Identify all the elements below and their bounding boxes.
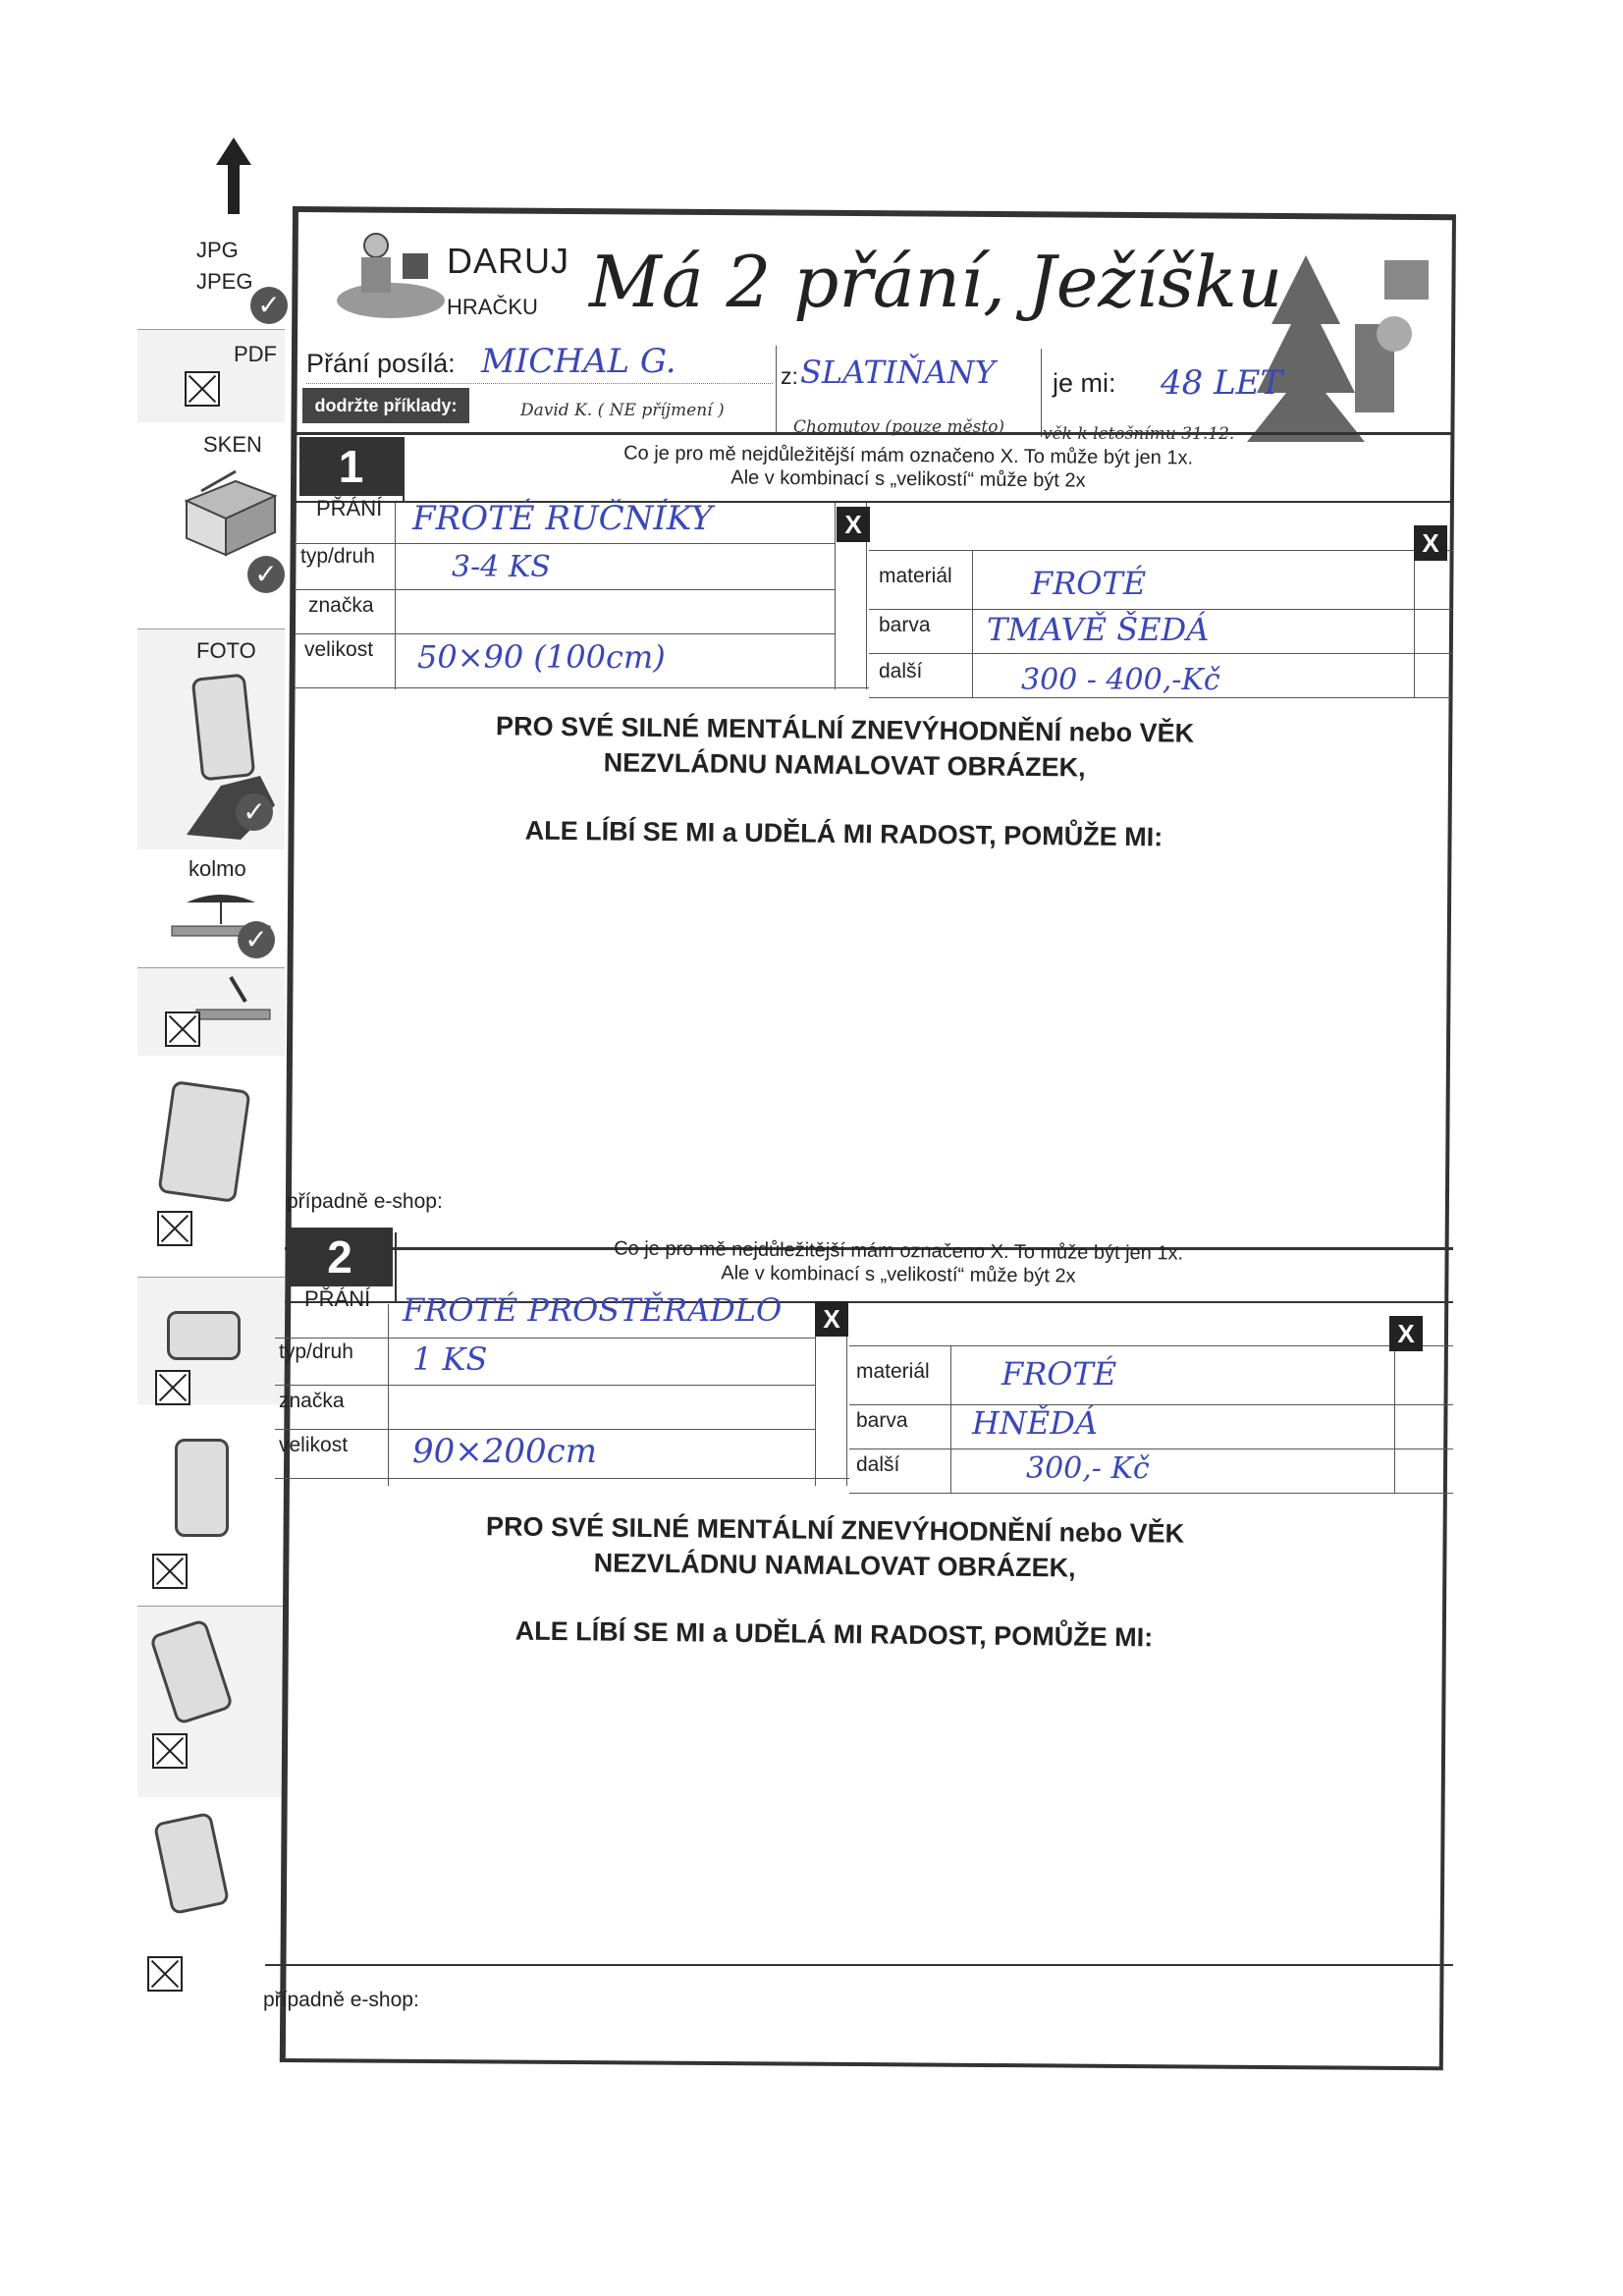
x-mark: X (837, 507, 870, 542)
material-label: materiál (856, 1360, 930, 1383)
check-icon: ✓ (236, 793, 273, 831)
instruction-line-1: Co je pro mě nejdůležitější mám označeno X. To může být jen 1x. (614, 1237, 1184, 1265)
notice-line-3: ALE LÍBÍ SE MI a UDĚLÁ MI RADOST, POMŮŽE MI: (524, 815, 1163, 852)
phone-icon (175, 1439, 229, 1537)
barva-value[interactable]: TMAVĚ ŠEDÁ (987, 611, 1210, 648)
age-label: je mi: (1053, 368, 1116, 398)
typ-label: typ/druh (300, 545, 375, 568)
notice-line-1: PRO SVÉ SILNÉ MENTÁLNÍ ZNEVÝHODNĚNÍ nebo VĚK (485, 1511, 1185, 1549)
examples-label: dodržte příklady: (302, 388, 469, 423)
age-value: 48 LET (1161, 363, 1283, 403)
instruction-line-2: Ale v kombinací s „velikostí“ může být 2x (721, 1262, 1076, 1287)
notice-line-2: NEZVLÁDNU NAMALOVAT OBRÁZEK, (603, 747, 1086, 783)
sender-value: MICHAL G. (481, 342, 676, 381)
velikost-label: velikost (304, 638, 374, 661)
wish-number: 1 (299, 437, 403, 496)
example-age: věk k letošnímu 31.12. (1043, 424, 1235, 444)
velikost-label: velikost (279, 1434, 349, 1456)
notice-line-3: ALE LÍBÍ SE MI a UDĚLÁ MI RADOST, POMŮŽE MI: (514, 1615, 1154, 1653)
material-value[interactable]: FROTÉ (1001, 1355, 1117, 1393)
crossed-box-icon (185, 371, 220, 407)
phone-icon (167, 1311, 241, 1360)
typ-value[interactable]: 1 KS (412, 1340, 488, 1378)
barva-label: barva (879, 614, 931, 636)
crossed-box-icon (147, 1956, 183, 1992)
up-arrow-icon (214, 137, 253, 216)
velikost-value[interactable]: 90×200cm (412, 1432, 597, 1471)
notice-line-1: PRO SVÉ SILNÉ MENTÁLNÍ ZNEVÝHODNĚNÍ nebo VĚK (495, 711, 1195, 748)
check-icon: ✓ (247, 556, 285, 593)
wish-instructions (432, 440, 1384, 495)
crossed-box-icon (157, 1211, 192, 1246)
material-label: materiál (879, 565, 952, 587)
check-icon: ✓ (250, 287, 288, 324)
notice-text (392, 1507, 1276, 1656)
eshop-label: případně e-shop: (263, 1989, 419, 2011)
material-value[interactable]: FROTÉ (1031, 565, 1147, 602)
check-icon: ✓ (238, 921, 275, 958)
barva-label: barva (856, 1409, 908, 1432)
crossed-box-icon (165, 1011, 200, 1047)
example-name: David K. ( NE příjmení ) (520, 401, 725, 420)
from-value: SLATIŇANY (800, 354, 996, 391)
dalsi-label: další (856, 1453, 900, 1476)
logo-illustration (332, 224, 450, 322)
instruction-line-1: Co je pro mě nejdůležitější mám označeno X. To může být jen 1x. (623, 442, 1194, 469)
znacka-label: značka (279, 1390, 345, 1412)
scanner-icon (182, 462, 280, 560)
prani-value[interactable]: FROTÉ PROSTĚRADLO (403, 1291, 783, 1329)
kolmo-label: kolmo (189, 856, 246, 881)
instruction-line-2: Ale v kombinací s „velikostí“ může být 2x (730, 466, 1086, 492)
phone-icon (157, 1080, 250, 1203)
x-mark: X (815, 1301, 848, 1337)
wish-instructions (417, 1235, 1380, 1291)
notice-text (411, 707, 1276, 855)
prani-value[interactable]: FROTÉ RUČNÍKY (412, 499, 713, 538)
x-mark: X (1389, 1316, 1423, 1351)
notice-line-2: NEZVLÁDNU NAMALOVAT OBRÁZEK, (593, 1548, 1076, 1583)
crossed-box-icon (152, 1554, 188, 1589)
dalsi-label: další (879, 660, 923, 683)
typ-value[interactable]: 3-4 KS (452, 550, 551, 584)
znacka-label: značka (308, 594, 374, 617)
barva-value[interactable]: HNĚDÁ (972, 1404, 1099, 1442)
sender-label: Přání posílá: (306, 349, 456, 378)
velikost-value[interactable]: 50×90 (100cm) (417, 638, 666, 676)
typ-label: typ/druh (279, 1340, 353, 1363)
prani-label: PŘÁNÍ (304, 1286, 371, 1311)
x-mark: X (1414, 525, 1447, 561)
eshop-label: případně e-shop: (287, 1190, 443, 1213)
jpg-label: JPG (196, 238, 239, 262)
dalsi-value[interactable]: 300 - 400,-Kč (1021, 663, 1220, 697)
christmas-tree-illustration (1247, 246, 1443, 452)
phone-icon (153, 1812, 230, 1915)
page-title: Má 2 přání, Ježíšku (589, 241, 1283, 323)
logo-text-bottom: HRAČKU (447, 295, 538, 319)
prani-label: PŘÁNÍ (316, 496, 383, 520)
jpeg-label: JPEG (196, 269, 253, 294)
wish-number: 2 (287, 1228, 393, 1286)
foto-label: FOTO (196, 638, 256, 663)
example-city: Chomutov (pouze město) (793, 417, 1005, 437)
logo-text-top: DARUJ (447, 241, 570, 281)
sken-label: SKEN (203, 432, 262, 457)
pdf-label: PDF (234, 342, 277, 366)
crossed-box-icon (155, 1370, 190, 1405)
crossed-box-icon (152, 1733, 188, 1769)
dalsi-value[interactable]: 300,- Kč (1026, 1451, 1150, 1486)
from-label: z: (781, 363, 798, 389)
